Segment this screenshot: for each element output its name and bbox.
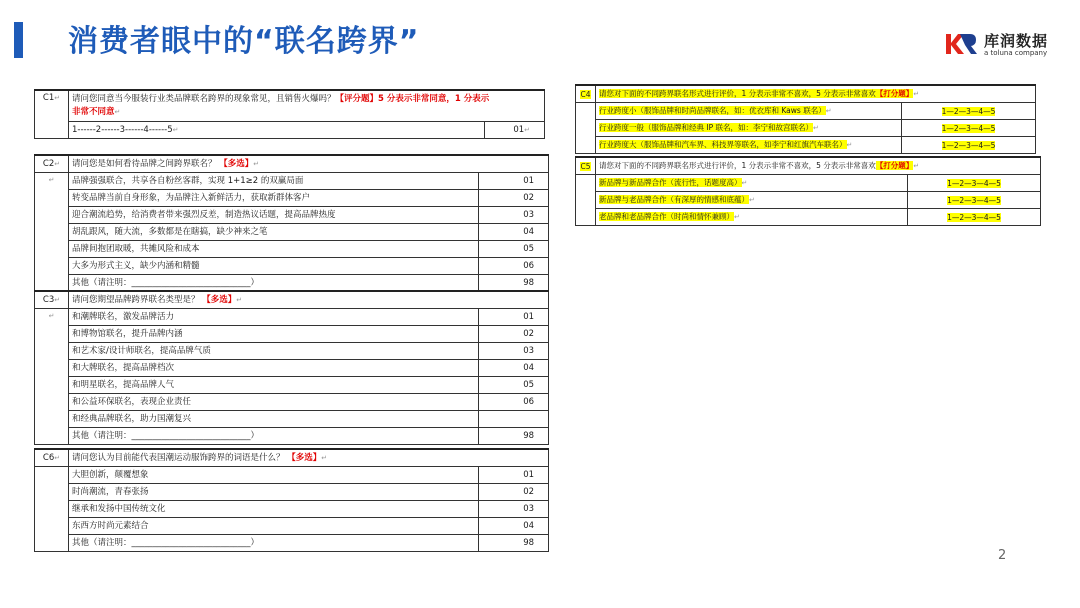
rating-scale: 1—2—3—4—5 xyxy=(908,209,1041,226)
option-label: 其他（请注明：____________________________） xyxy=(69,428,479,445)
option-label: 和大牌联名，提高品牌档次 xyxy=(69,360,479,377)
option-row[interactable] xyxy=(35,484,549,501)
rating-label: 老品牌和老品牌合作（时尚和情怀兼顾）↵ xyxy=(596,209,908,226)
option-code: 05 xyxy=(479,241,549,258)
rating-label: 新品牌与老品牌合作（有深厚的情感和底蕴）↵ xyxy=(596,192,908,209)
rating-row[interactable] xyxy=(576,120,1036,137)
option-row[interactable] xyxy=(35,275,549,292)
option-code: 06 xyxy=(479,258,549,275)
option-label: 大胆创新，颠覆想象 xyxy=(69,467,479,484)
page-title: 消费者眼中的“联名跨界” xyxy=(68,24,420,59)
logo-tagline: a toluna company xyxy=(984,49,1048,57)
option-label: 和公益环保联名，表现企业责任 xyxy=(69,394,479,411)
option-code: 03 xyxy=(479,207,549,224)
option-label: 迎合潮流趋势，给消费者带来强烈反差，制造热议话题，提高品牌热度 xyxy=(69,207,479,224)
rating-scale: 1------2------3------4------5↵ xyxy=(69,122,485,139)
question-code: C3↵ xyxy=(35,291,69,309)
option-code: 98 xyxy=(479,428,549,445)
option-label: 和潮牌联名，激发品牌活力 xyxy=(69,309,479,326)
rating-row[interactable] xyxy=(576,192,1041,209)
option-code: 01 xyxy=(479,309,549,326)
question-c1-table xyxy=(34,89,545,139)
page-number: 2 xyxy=(998,548,1007,563)
rating-row[interactable] xyxy=(576,103,1036,120)
option-code xyxy=(479,411,549,428)
rating-label: 新品牌与新品牌合作（流行性，话题度高）↵ xyxy=(596,175,908,192)
option-row[interactable] xyxy=(35,467,549,484)
rating-label: 行业跨度小（服饰品牌和时尚品牌联名，如：优衣库和 Kaws 联名）↵ xyxy=(596,103,902,120)
option-label: 其他（请注明：____________________________） xyxy=(69,535,479,552)
option-row[interactable] xyxy=(35,326,549,343)
option-label: 和经典品牌联名，助力国潮复兴 xyxy=(69,411,479,428)
option-row[interactable] xyxy=(35,360,549,377)
option-row[interactable] xyxy=(35,190,549,207)
rating-label: 行业跨度大（服饰品牌和汽车界、科技界等联名，如李宁和红旗汽车联名）↵ xyxy=(596,137,902,154)
question-c2-table xyxy=(34,154,549,292)
option-code: 03 xyxy=(479,501,549,518)
option-label: 品牌间抱团取暖，共摊风险和成本 xyxy=(69,241,479,258)
option-code: 05 xyxy=(479,377,549,394)
option-row[interactable] xyxy=(35,394,549,411)
option-code: 04 xyxy=(479,518,549,535)
option-code: 01 xyxy=(479,467,549,484)
option-row[interactable] xyxy=(35,241,549,258)
option-row[interactable] xyxy=(35,428,549,445)
rating-scale: 1—2—3—4—5 xyxy=(902,103,1036,120)
rating-label: 行业跨度一般（服饰品牌和经典 IP 联名，如：李宁和故宫联名）↵ xyxy=(596,120,902,137)
question-c6-table xyxy=(34,448,549,552)
option-row[interactable]: ↵ 品牌强强联合，共享各自粉丝客群，实现 1+1≥2 的双赢局面 01 xyxy=(35,173,549,190)
question-text: 请问您是如何看待品牌之间跨界联名？ 【多选】↵ xyxy=(69,155,549,173)
question-text: 请问您认为目前能代表国潮运动服饰跨界的词语是什么？ 【多选】↵ xyxy=(69,449,549,467)
option-label: 和明星联名，提高品牌人气 xyxy=(69,377,479,394)
title-accent-bar xyxy=(14,22,23,58)
question-code: C5 xyxy=(576,157,596,175)
option-row[interactable]: ↵ 和潮牌联名，激发品牌活力 01 xyxy=(35,309,549,326)
logo-chinese-text: 库润数据 xyxy=(984,32,1049,50)
option-row[interactable] xyxy=(35,535,549,552)
question-text: 请您对下面的不同跨界联名形式进行评价，1 分表示非常不喜欢，5 分表示非常喜欢【打分题】↵ xyxy=(596,157,1041,175)
rating-scale: 1—2—3—4—5 xyxy=(902,137,1036,154)
option-code: 98 xyxy=(479,535,549,552)
question-code: C6↵ xyxy=(35,449,69,467)
question-code: C2↵ xyxy=(35,155,69,173)
option-label: 时尚潮流，青春张扬 xyxy=(69,484,479,501)
option-row[interactable] xyxy=(35,501,549,518)
option-label: 大多为形式主义，缺少内涵和精髓 xyxy=(69,258,479,275)
option-label: 继承和发扬中国传统文化 xyxy=(69,501,479,518)
option-label: 和艺术家/设计师联名，提高品牌气质 xyxy=(69,343,479,360)
question-c3-table xyxy=(34,290,549,445)
option-label: 品牌强强联合，共享各自粉丝客群，实现 1+1≥2 的双赢局面 xyxy=(69,173,479,190)
rating-scale: 1—2—3—4—5 xyxy=(908,192,1041,209)
question-text: 请问您同意当今服装行业类品牌联名跨界的现象常见，且销售火爆吗？【评分题】5 分表示非常同意，1 分表示 非常不同意↵ xyxy=(69,90,545,122)
option-row[interactable] xyxy=(35,224,549,241)
option-code: 01↵ xyxy=(485,122,545,139)
option-label: 其他（请注明：____________________________） xyxy=(69,275,479,292)
option-code: 98 xyxy=(479,275,549,292)
option-row[interactable] xyxy=(35,343,549,360)
option-label: 东西方时尚元素结合 xyxy=(69,518,479,535)
option-code: 06 xyxy=(479,394,549,411)
option-code: 04 xyxy=(479,360,549,377)
option-code: 01 xyxy=(479,173,549,190)
rating-row[interactable] xyxy=(576,175,1041,192)
option-row[interactable] xyxy=(35,207,549,224)
question-text: 请您对下面的不同跨界联名形式进行评价，1 分表示非常不喜欢，5 分表示非常喜欢【打分题】↵ xyxy=(596,85,1036,103)
option-code: 03 xyxy=(479,343,549,360)
option-code: 02 xyxy=(479,326,549,343)
option-label: 和博物馆联名，提升品牌内涵 xyxy=(69,326,479,343)
question-note: 【评分题】5 分表示非常同意，1 分表示 xyxy=(335,94,490,104)
kr-logo-icon xyxy=(944,32,978,56)
option-label: 胡乱跟风，随大流，多数都是在瞎搞，缺少神来之笔 xyxy=(69,224,479,241)
option-label: 转变品牌当前自身形象，为品牌注入新鲜活力，获取新群体客户 xyxy=(69,190,479,207)
question-code: C1↵ xyxy=(35,90,69,139)
option-row[interactable] xyxy=(35,518,549,535)
option-code: 02 xyxy=(479,484,549,501)
question-c4-table xyxy=(575,84,1036,154)
rating-scale: 1—2—3—4—5 xyxy=(908,175,1041,192)
question-text: 请问您期望品牌跨界联名类型是？ 【多选】↵ xyxy=(69,291,549,309)
question-c5-table xyxy=(575,156,1041,226)
option-row[interactable] xyxy=(35,258,549,275)
question-code: C4 xyxy=(576,85,596,103)
option-code: 02 xyxy=(479,190,549,207)
option-code: 04 xyxy=(479,224,549,241)
company-logo xyxy=(944,30,1054,60)
option-row[interactable] xyxy=(35,411,549,428)
rating-scale: 1—2—3—4—5 xyxy=(902,120,1036,137)
rating-row[interactable] xyxy=(576,137,1036,154)
option-row[interactable] xyxy=(35,377,549,394)
rating-row[interactable] xyxy=(576,209,1041,226)
